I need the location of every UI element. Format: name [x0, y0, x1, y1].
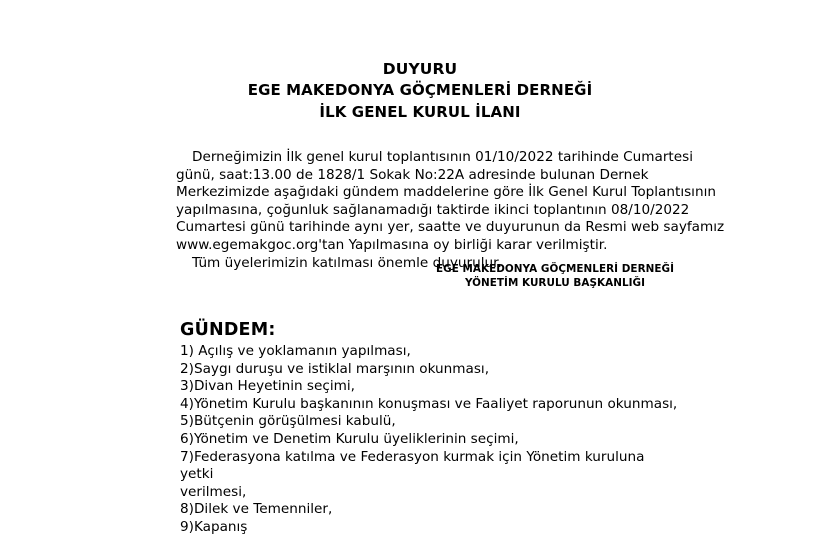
agenda-item: 3)Divan Heyetinin seçimi, [180, 378, 355, 395]
agenda-item: 4)Yönetim Kurulu başkanının konuşması ve Faaliyet raporunun okunması, [180, 395, 678, 412]
agenda-item-continuation: verilmesi, [180, 483, 247, 500]
body-line: Merkezimizde aşağıdaki gündem maddelerine göre İlk Genel Kurul Toplantısının [176, 184, 716, 201]
document-title-association-name: EGE MAKEDONYA GÖÇMENLERİ DERNEĞİ [247, 81, 593, 99]
document-title-block [0, 60, 840, 123]
body-line: günü, saat:13.00 de 1828/1 Sokak No:22A adresinde bulunan Dernek [176, 166, 649, 183]
agenda-item: 9)Kapanış [180, 518, 248, 535]
agenda-item: 1) Açılış ve yoklamanın yapılması, [180, 343, 411, 359]
agenda-list [180, 343, 680, 537]
agenda-heading: GÜNDEM: [180, 320, 276, 340]
signature-association-name: EGE MAKEDONYA GÖÇMENLERİ DERNEĞİ [435, 263, 675, 275]
body-line-closing: Tüm üyelerimizin katılması önemle duyurulur. [192, 254, 502, 271]
document-title-duyuru: DUYURU [382, 60, 458, 78]
agenda-item: 6)Yönetim ve Denetim Kurulu üyeliklerinin seçimi, [180, 430, 519, 447]
body-line: Derneğimizin İlk genel kurul toplantısının 01/10/2022 tarihinde Cumartesi [192, 149, 693, 165]
agenda-item: 7)Federasyona katılma ve Federasyon kurmak için Yönetim kuruluna yetki [180, 448, 645, 483]
body-line: yapılmasına, çoğunluk sağlanamadığı taktirde ikinci toplantının 08/10/2022 [176, 201, 690, 218]
body-line-website: www.egemakgoc.org'tan Yapılmasına oy birliği karar verilmiştir. [176, 236, 608, 253]
body-line: Cumartesi günü tarihinde aynı yer, saatte ve duyurunun da Resmi web sayfamız [176, 219, 725, 236]
agenda-item: 5)Bütçenin görüşülmesi kabulü, [180, 413, 396, 430]
signature-board-title: YÖNETİM KURULU BAŞKANLIĞI [464, 276, 646, 289]
agenda-item: 8)Dilek ve Temenniler, [180, 501, 333, 518]
document-title-meeting-notice: İLK GENEL KURUL İLANI [319, 103, 521, 121]
signature-block [430, 263, 680, 290]
agenda-item: 2)Saygı duruşu ve istiklal marşının okunması, [180, 360, 490, 377]
announcement-body [176, 149, 725, 272]
